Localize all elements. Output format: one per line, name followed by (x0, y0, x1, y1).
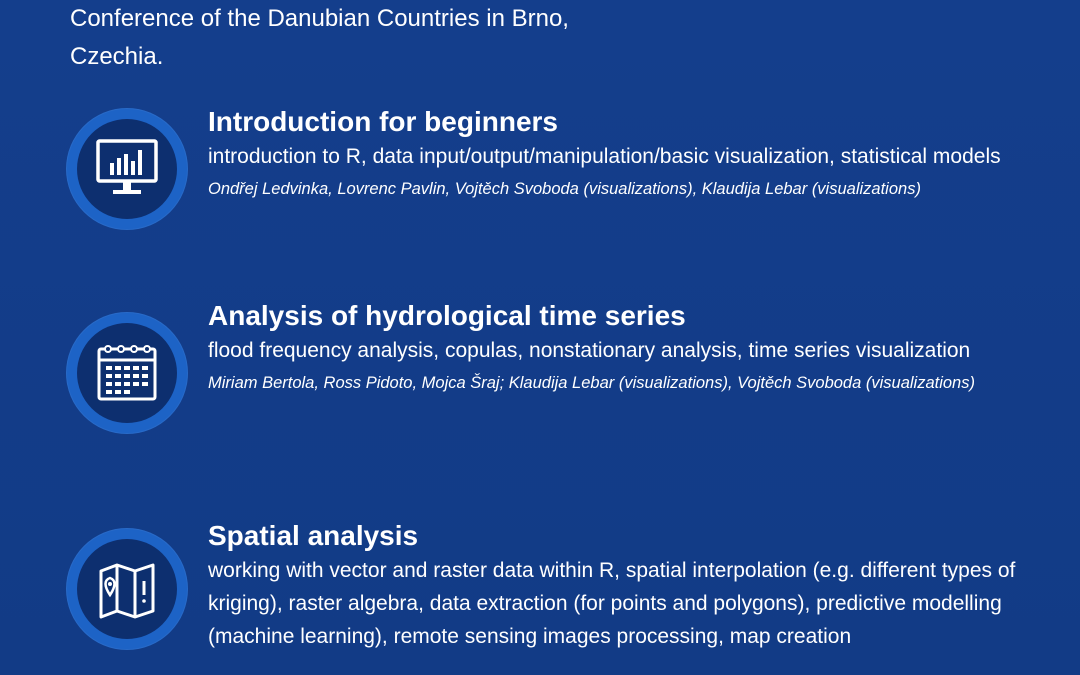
section-description: introduction to R, data input/output/manipulation/basic visualization, statistical models (208, 145, 1001, 168)
calendar-icon (77, 323, 177, 423)
intro-line-1: Conference of the Danubian Countries in Brno, (70, 5, 569, 32)
icon-badge (66, 312, 188, 434)
section-description: working with vector and raster data within R, spatial interpolation (e.g. different types of kriging), raster algebra, data extraction (for points and polygons), predictive modelling (machine learning), remote sensing images processing, map creation (208, 559, 1016, 648)
intro-line-2: Czechia. (70, 43, 164, 70)
icon-badge (66, 108, 188, 230)
section-title: Spatial analysis (208, 520, 419, 551)
section-description: flood frequency analysis, copulas, nonstationary analysis, time series visualization (208, 339, 971, 362)
monitor-chart-icon (77, 119, 177, 219)
section-title: Analysis of hydrological time series (208, 300, 686, 331)
icon-badge (66, 528, 188, 650)
intro-text (70, 0, 569, 76)
map-pin-icon (77, 539, 177, 639)
section-authors: Ondřej Ledvinka, Lovrenc Pavlin, Vojtěch Svoboda (visualizations), Klaudija Lebar (visualizations) (208, 180, 921, 198)
section-title: Introduction for beginners (208, 106, 558, 137)
section-authors: Miriam Bertola, Ross Pidoto, Mojca Šraj; Klaudija Lebar (visualizations), Vojtěch Svoboda (visualizations) (208, 374, 975, 392)
